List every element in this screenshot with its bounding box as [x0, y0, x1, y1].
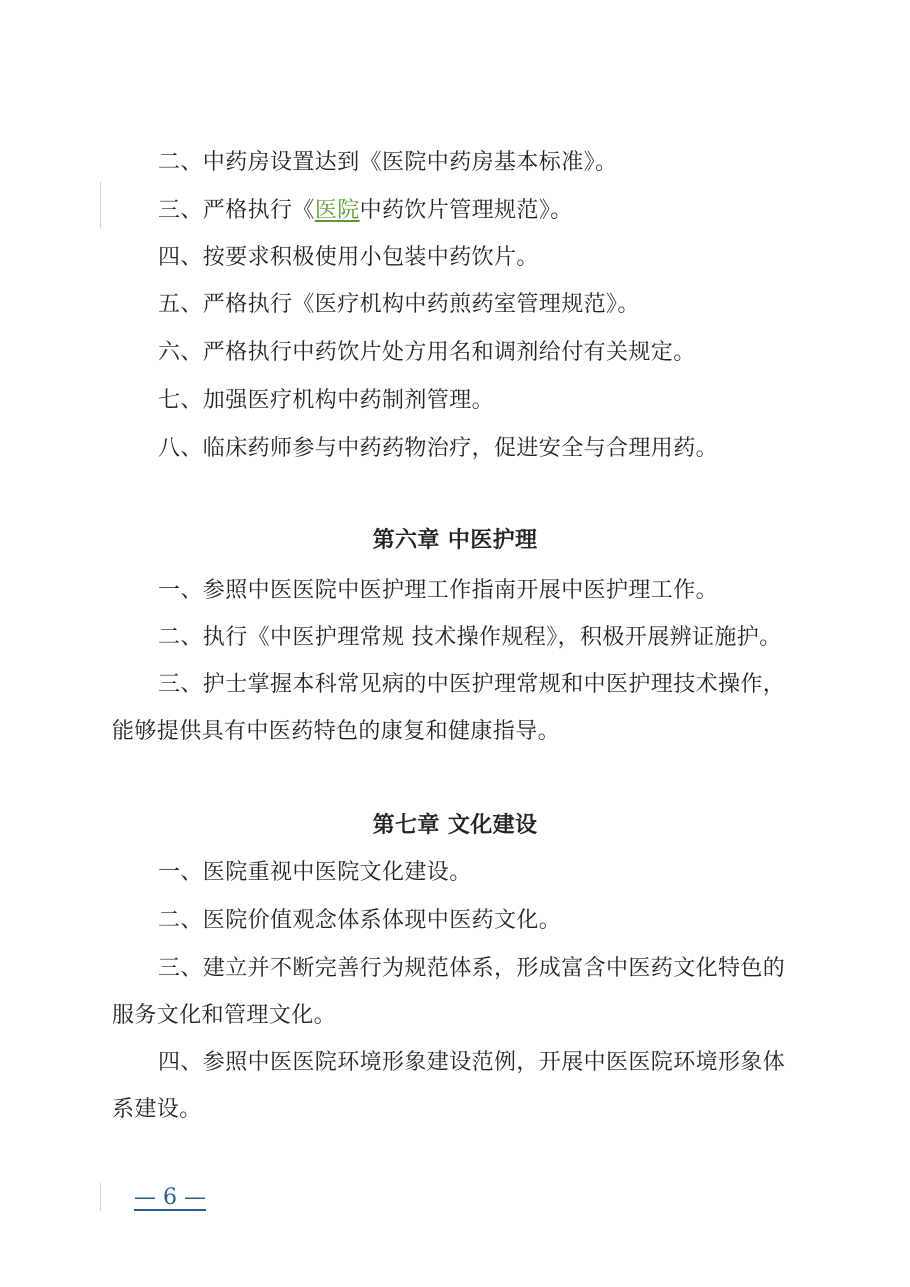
list-item: 三、建立并不断完善行为规范体系，形成富含中医药文化特色的	[158, 956, 786, 981]
list-item: 四、按要求积极使用小包装中药饮片。	[158, 245, 539, 270]
margin-bar-bottom	[100, 1183, 101, 1211]
page-number: — 6 —	[134, 1185, 206, 1210]
list-item: 一、参照中医医院中医护理工作指南开展中医护理工作。	[158, 578, 719, 603]
list-item: 六、严格执行中药饮片处方用名和调剂给付有关规定。	[158, 340, 696, 365]
list-item-prefix: 三、严格执行《	[158, 198, 315, 223]
chapter-7-title: 第七章 文化建设	[372, 813, 538, 838]
list-item: 二、医院价值观念体系体现中医药文化。	[158, 908, 562, 933]
list-item: 二、中药房设置达到《医院中药房基本标准》。	[158, 150, 618, 175]
hospital-link[interactable]: 医院	[314, 198, 360, 223]
list-item: 七、加强医疗机构中药制剂管理。	[158, 388, 495, 413]
margin-bar-top	[100, 182, 101, 228]
list-item-continuation: 能够提供具有中医药特色的康复和健康指导。	[112, 719, 561, 744]
list-item: 八、临床药师参与中药药物治疗，促进安全与合理用药。	[158, 436, 719, 461]
list-item: 五、严格执行《医疗机构中药煎药室管理规范》。	[158, 292, 640, 317]
list-item: 三、护士掌握本科常见病的中医护理常规和中医护理技术操作，	[158, 672, 786, 697]
list-item-continuation: 服务文化和管理文化。	[112, 1003, 337, 1028]
list-item: 一、医院重视中医院文化建设。	[158, 860, 472, 885]
chapter-6-title: 第六章 中医护理	[372, 528, 538, 553]
list-item-continuation: 系建设。	[112, 1097, 202, 1122]
list-item	[158, 196, 573, 226]
list-item: 四、参照中医医院环境形象建设范例，开展中医医院环境形象体	[158, 1050, 786, 1075]
list-item: 二、执行《中医护理常规 技术操作规程》，积极开展辨证施护。	[158, 625, 782, 650]
list-item-suffix: 中药饮片管理规范》。	[359, 198, 573, 223]
